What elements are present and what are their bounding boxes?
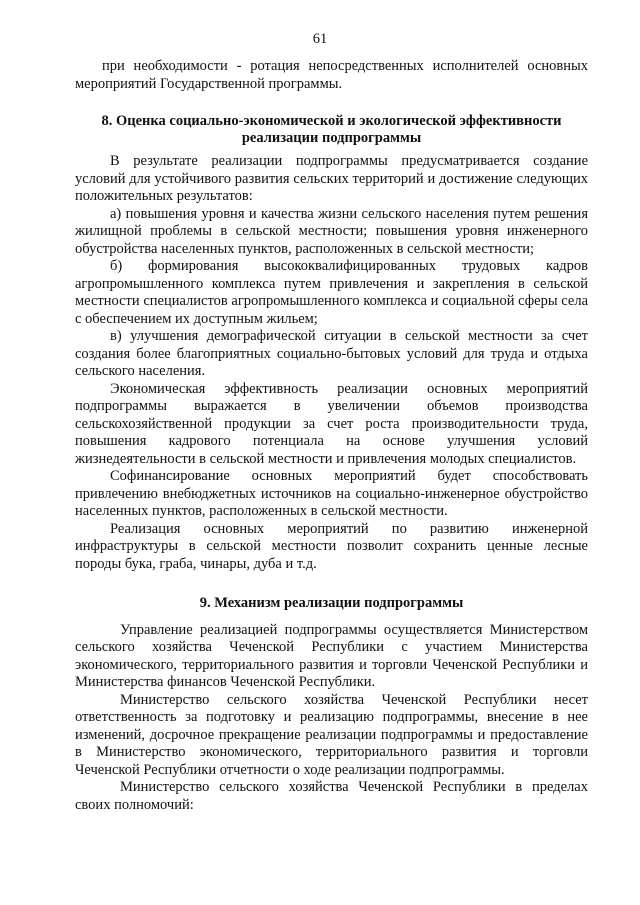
section-8-paragraph: в) улучшения демографической ситуации в сельской местности за счет создания более благоприятных социально-бытовых условий для труда и отдыха сельского населения. — [75, 328, 588, 379]
section-9-paragraph: Министерство сельского хозяйства Чеченской Республики несет ответственность за подготовку и реализацию подпрограммы, внесение в нее изменений, досрочное прекращение реализации подпрограммы и предоставление в Министерство экономического, территориального развития и торговли Чеченской Республики отчетности о ходе реализации подпрограммы. — [75, 691, 588, 778]
section-8-paragraph: Реализация основных мероприятий по развитию инженерной инфраструктуры в сельской местности позволит сохранить ценные лесные породы бука, граба, чинары, дуба и т.д. — [75, 520, 588, 572]
section-9-paragraph: Управление реализацией подпрограммы осуществляется Министерством сельского хозяйства Чеченской Республики с участием Министерства экономического, территориального развития и торговли Чеченской Республики и Министерства финансов Чеченской Республики. — [75, 621, 588, 690]
section-8-paragraph: Софинансирование основных мероприятий будет способствовать привлечению внебюджетных источников на социально-инженерное обустройство населенных пунктов, расположенных в сельской местности. — [75, 468, 588, 519]
section-8-paragraph: В результате реализации подпрограммы предусматривается создание условий для устойчивого развития сельских территорий и достижение следующих положительных результатов: — [75, 153, 588, 204]
section-9-heading: 9. Механизм реализации подпрограммы — [199, 595, 464, 611]
section-9-paragraph: Министерство сельского хозяйства Чеченской Республики в пределах своих полномочий: — [75, 779, 588, 813]
section-8-paragraph: Экономическая эффективность реализации основных мероприятий подпрограммы выражается в увеличении объемов производства сельскохозяйственной продукции за счет роста производительности труда, повышения кадрового потенциала на основе улучшения условий жизнедеятельности в сельской местности и привлечения молодых специалистов. — [75, 380, 588, 467]
page-content — [75, 58, 588, 814]
section-8-heading: 8. Оценка социально-экономической и экологической эффективности реализации подпрограммы — [101, 113, 562, 146]
page-number: 61 — [312, 31, 328, 47]
section-8-paragraph: а) повышения уровня и качества жизни сельского населения путем решения жилищной проблемы в сельской местности; повышения уровня инженерного обустройства населенных пунктов, расположенных в сельской местности; — [75, 205, 588, 257]
section-8-paragraph: б) формирования высококвалифицированных трудовых кадров агропромышленного комплекса путем привлечения и закрепления в сельской местности специалистов агропромышленного комплекса и социальной сферы села с обеспечением их доступным жильем; — [75, 258, 588, 327]
intro-paragraph: при необходимости - ротация непосредственных исполнителей основных мероприятий Государственной программы. — [75, 58, 588, 92]
